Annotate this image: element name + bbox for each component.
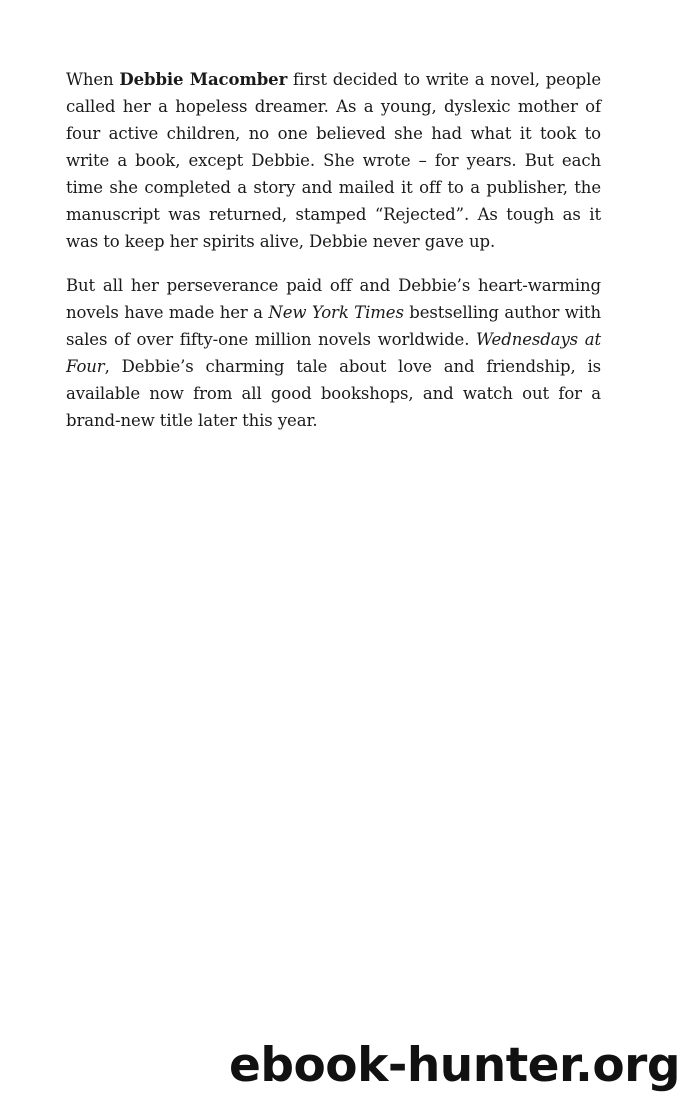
paragraph-1: [66, 66, 601, 255]
text-segment: When: [66, 70, 120, 89]
text-segment: bestselling author with sales of over fifty-one million novels worldwide.: [66, 303, 601, 349]
book-title: Wednesdays at Four: [66, 330, 601, 376]
page-body: [66, 66, 601, 451]
text-segment: first decided to write a novel, people called her a hopeless dreamer. As a young, dyslexic mother of four active children, no one believed she had what it took to write a book, except Debbie. She wrote – for years. But each time she completed a story and mailed it off to a publisher, the manuscript was returned, stamped “Rejected”. As tough as it was to keep her spirits alive, Debbie never gave up.: [66, 70, 601, 251]
author-name: Debbie Macomber: [119, 70, 288, 89]
publication-title: New York Times: [268, 303, 404, 322]
text-segment: , Debbie’s charming tale about love and friendship, is available now from all good bookshops, and watch out for a brand-new title later this year.: [66, 357, 601, 430]
text-segment: But all her perseverance paid off and Debbie’s heart-warming novels have made her a: [66, 276, 601, 322]
paragraph-2: [66, 272, 601, 434]
watermark: ebook-hunter.org: [228, 1038, 680, 1093]
